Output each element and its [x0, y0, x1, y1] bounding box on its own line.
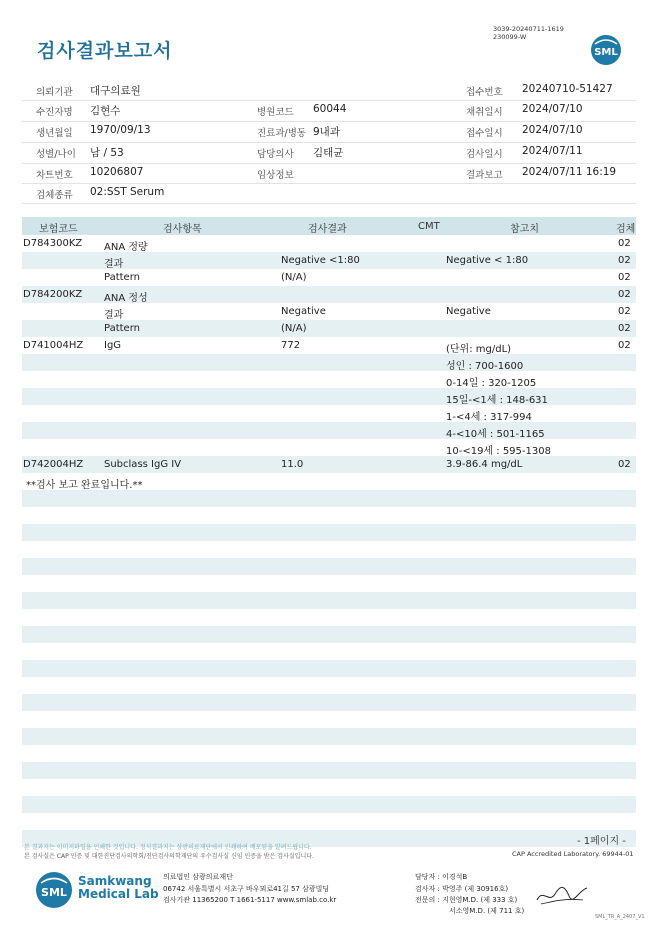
sml-logo-text: SML: [594, 47, 618, 58]
row-specimen: 02: [618, 272, 631, 283]
hosp-code-label: 병원코드: [257, 107, 294, 118]
header-cmt: CMT: [418, 221, 440, 232]
collect-date-value: 2024/07/10: [522, 103, 583, 115]
row-specimen: 02: [618, 255, 631, 266]
receipt-no-label: 접수번호: [466, 87, 503, 98]
row-item: ANA 정성: [104, 293, 148, 304]
chart-no-label: 차트번호: [36, 170, 73, 181]
staff-specialist-1: 전문의 : 지현영M.D. (제 333 호): [415, 896, 518, 904]
row-reference: 10-<19세 : 595-1308: [446, 446, 551, 457]
test-date-label: 검사일시: [466, 149, 503, 160]
sex-age-value: 남 / 53: [90, 147, 124, 159]
row-specimen: 02: [618, 306, 631, 317]
dept-value: 9내과: [313, 126, 340, 138]
row-reference: 15일-<1세 : 148-631: [446, 395, 548, 406]
row-specimen: 02: [618, 459, 631, 470]
row-reference: (단위: mg/dL): [446, 344, 512, 355]
document-id: [493, 25, 564, 41]
row-result: (N/A): [281, 323, 307, 334]
row-reference: 4-<10세 : 501-1165: [446, 429, 545, 440]
table-stripe: [22, 592, 636, 609]
table-stripe: [22, 762, 636, 779]
row-item: Subclass IgG IV: [104, 459, 182, 470]
doctor-label: 담당의사: [257, 149, 294, 160]
signature-icon: [535, 880, 590, 908]
header-result: 검사결과: [308, 224, 347, 235]
table-stripe: [22, 490, 636, 507]
collect-date-label: 채취일시: [466, 107, 503, 118]
row-result: (N/A): [281, 272, 307, 283]
header-code: 보험코드: [39, 224, 78, 235]
row-item: 결과: [104, 259, 124, 270]
row-code: D741004HZ: [23, 340, 84, 351]
sml-footer-logo-text: SML: [41, 886, 67, 899]
hospital-label: 의뢰기관: [36, 87, 73, 98]
row-reference: 3.9-86.4 mg/dL: [446, 459, 523, 470]
hospital-value: 대구의료원: [90, 85, 141, 97]
brand-line1: Samkwang: [78, 874, 152, 888]
row-result: 11.0: [281, 459, 304, 470]
row-item: IgG: [104, 340, 122, 351]
org-address: 06742 서울특별시 서초구 바우뫼로41길 57 삼광빌딩: [163, 885, 330, 893]
row-item: Pattern: [104, 323, 140, 334]
birth-label: 생년월일: [36, 128, 73, 139]
row-reference: 1-<4세 : 317-994: [446, 412, 532, 423]
report-date-value: 2024/07/11 16:19: [522, 166, 617, 178]
page-number: - 1페이지 -: [577, 836, 626, 847]
table-stripe: [22, 796, 636, 813]
specimen-value: 02:SST Serum: [90, 186, 165, 198]
row-code: D742004HZ: [23, 459, 84, 470]
row-specimen: 02: [618, 340, 631, 351]
document-id-line2: 230099-W: [493, 33, 527, 41]
table-stripe: [22, 524, 636, 541]
staff-specialist-2: 서소영M.D. (제 711 호): [449, 907, 525, 915]
hosp-code-value: 60044: [313, 103, 347, 115]
row-code: D784200KZ: [23, 289, 83, 300]
row-item: 결과: [104, 310, 124, 321]
row-result: 772: [281, 340, 301, 351]
patient-name-label: 수진자명: [36, 107, 73, 118]
document-id-line1: 3039-20240711-1619: [493, 25, 564, 33]
cap-accreditation: CAP Accredited Laboratory. 69944-01: [512, 850, 634, 858]
table-stripe: [22, 660, 636, 677]
table-stripe: [22, 558, 636, 575]
row-specimen: 02: [618, 238, 631, 249]
header-specimen: 검체: [616, 224, 636, 235]
form-code: SML_TR_A_2407_V1: [595, 914, 645, 920]
dept-label: 진료과/병동: [257, 128, 307, 139]
brand-name: [78, 875, 159, 901]
brand-line2: Medical Lab: [78, 887, 159, 901]
table-stripe: [22, 626, 636, 643]
org-name: 의료법인 삼광의료재단: [163, 873, 233, 881]
patient-name-value: 김현수: [90, 105, 121, 117]
receipt-date-label: 접수일시: [466, 128, 503, 139]
row-reference: 0-14일 : 320-1205: [446, 378, 537, 389]
row-reference: Negative < 1:80: [446, 255, 529, 266]
table-stripe: [22, 694, 636, 711]
sml-footer-logo-icon: [35, 871, 73, 909]
chart-no-value: 10206807: [90, 166, 144, 178]
doctor-value: 김태균: [313, 147, 344, 159]
row-item: ANA 정량: [104, 242, 148, 253]
receipt-date-value: 2024/07/10: [522, 124, 583, 136]
row-specimen: 02: [618, 323, 631, 334]
row-code: D784300KZ: [23, 238, 83, 249]
birth-value: 1970/09/13: [90, 124, 151, 136]
row-reference: Negative: [446, 306, 491, 317]
specimen-label: 검체종류: [36, 190, 73, 201]
row-specimen: 02: [618, 289, 631, 300]
print-notice: 본 결과지는 이미지파일을 인쇄한 것입니다. 정식결과지는 삼광의료재단에서 인쇄하여 배포됨을 알려드립니다.: [24, 844, 312, 851]
report-complete-note: **검사 보고 완료입니다.**: [26, 480, 143, 491]
table-stripe: [22, 728, 636, 745]
org-contact: 검사기관 11365200 T 1661-5117 www.smlab.co.kr: [163, 896, 337, 904]
table-stripe: [22, 354, 636, 371]
report-date-label: 결과보고: [466, 170, 503, 181]
row-result: Negative <1:80: [281, 255, 360, 266]
row-reference: 성인 : 700-1600: [446, 361, 524, 372]
accreditation-notice: 본 검사실은 CAP 인증 및 대한진단검사의학회/진단검사의학재단의 우수검사실 신임 인증을 받은 검사실입니다.: [24, 853, 314, 860]
staff-examiner: 검사자 : 박영주 (제 30916호): [415, 885, 509, 893]
row-item: Pattern: [104, 272, 140, 283]
receipt-no-value: 20240710-51427: [522, 83, 613, 95]
sex-age-label: 성별/나이: [36, 149, 76, 160]
sml-logo-icon: [590, 34, 622, 66]
header-item: 검사항목: [163, 224, 202, 235]
clinical-label: 임상정보: [257, 170, 294, 181]
staff-contact-person: 담당자 : 이경석B: [415, 873, 468, 881]
report-title: 검사결과보고서: [37, 40, 173, 62]
row-result: Negative: [281, 306, 326, 317]
test-date-value: 2024/07/11: [522, 145, 583, 157]
header-ref: 참고치: [510, 224, 539, 235]
